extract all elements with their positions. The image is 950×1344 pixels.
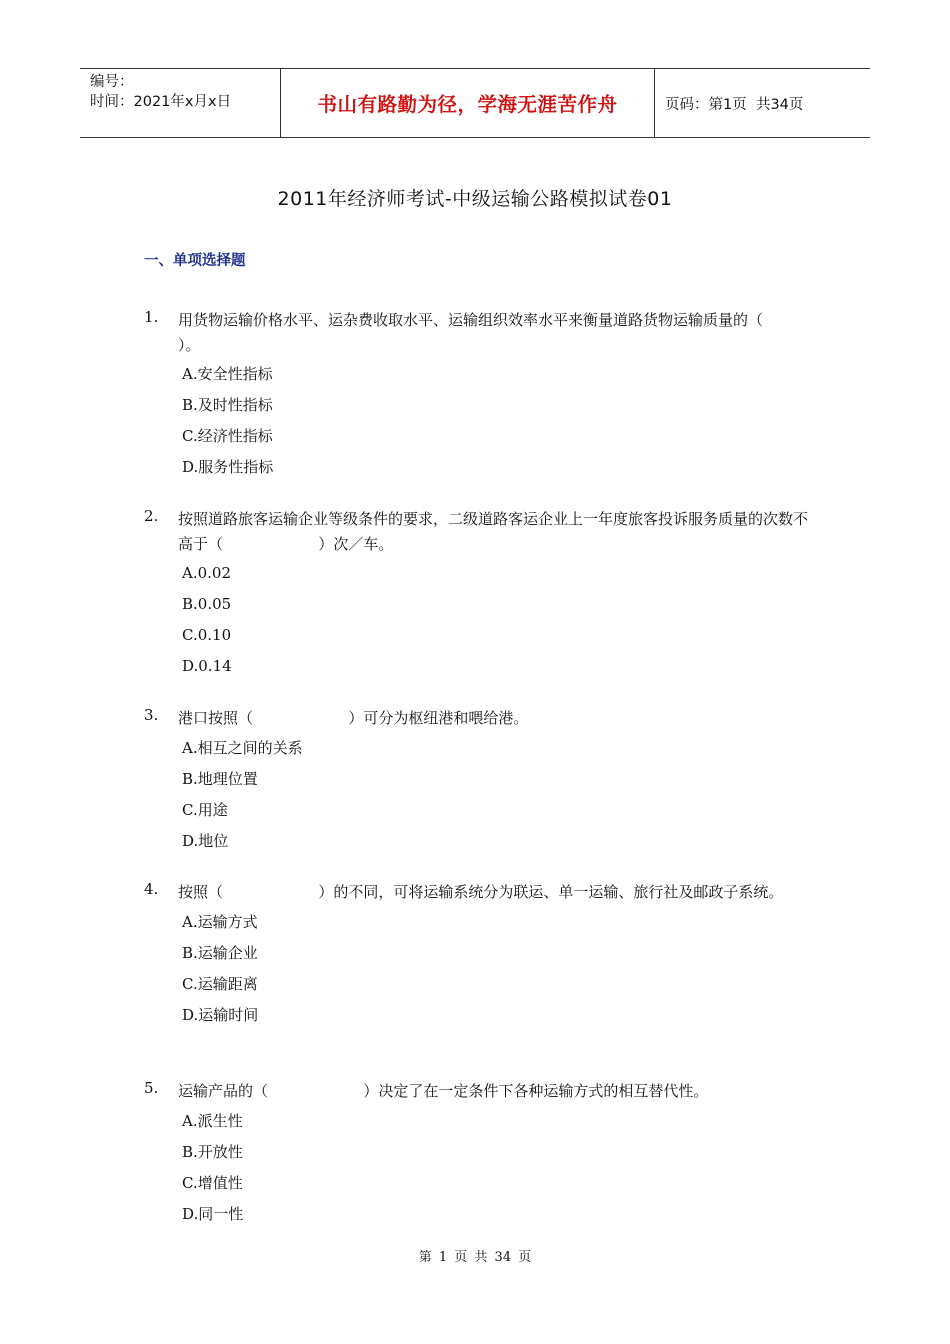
option-b: B.地理位置 [182, 769, 258, 788]
question-stem: 按照道路旅客运输企业等级条件的要求，二级道路客运企业上一年度旅客投诉服务质量的次数不高于（ ）次／车。 [178, 510, 809, 553]
option-c: C.经济性指标 [182, 427, 273, 445]
option-a: A.运输方式 [182, 912, 258, 931]
section-heading: 一、单项选择题 [144, 253, 246, 269]
question-3 [144, 706, 814, 857]
option-a: A.安全性指标 [182, 365, 273, 383]
option-a: A.0.02 [182, 564, 231, 582]
option-d: D.运输时间 [182, 1005, 259, 1024]
document-title: 2011年经济师考试-中级运输公路模拟试卷01 [277, 188, 673, 210]
option-c: C.运输距离 [182, 974, 258, 993]
option-b: B.0.05 [182, 595, 232, 613]
option-d: D.地位 [182, 831, 229, 850]
option-b: B.运输企业 [182, 943, 258, 962]
option-a: A.派生性 [182, 1111, 243, 1130]
option-d: D.服务性指标 [182, 458, 274, 476]
question-5 [144, 1079, 814, 1230]
doc-date: 时间：2021年x月x日 [90, 94, 232, 110]
option-c: C.增值性 [182, 1173, 243, 1192]
question-1 [144, 308, 859, 483]
page-info-text: 页码：第1页 共34页 [665, 96, 804, 113]
option-d: D.0.14 [182, 657, 232, 675]
header-page-info [655, 69, 870, 137]
question-2 [144, 507, 814, 682]
option-a: A.相互之间的关系 [182, 738, 303, 757]
option-b: B.及时性指标 [182, 396, 273, 414]
question-stem: 运输产品的（ ）决定了在一定条件下各种运输方式的相互替代性。 [178, 1082, 709, 1100]
option-d: D.同一性 [182, 1204, 244, 1223]
header-motto: 书山有路勤为径，学海无涯苦作舟 [281, 69, 655, 137]
option-c: C.用途 [182, 800, 228, 819]
question-number: 2. [144, 507, 159, 525]
question-4 [144, 880, 814, 1031]
question-number: 4. [144, 880, 159, 898]
question-stem: 港口按照（ ）可分为枢纽港和喂给港。 [178, 709, 529, 727]
option-b: B.开放性 [182, 1142, 243, 1161]
doc-code-label: 编号： [90, 74, 134, 90]
question-number: 5. [144, 1079, 159, 1097]
option-c: C.0.10 [182, 626, 232, 644]
question-stem: 按照（ ）的不同，可将运输系统分为联运、单一运输、旅行社及邮政子系统。 [178, 883, 784, 901]
header-meta [80, 69, 281, 137]
page-footer: 第 1 页 共 34 页 [418, 1250, 532, 1265]
question-number: 3. [144, 706, 159, 724]
page-header [80, 68, 870, 138]
question-stem: 用货物运输价格水平、运杂费收取水平、运输组织效率水平来衡量道路货物运输质量的（ ）。 [178, 311, 859, 354]
question-number: 1. [144, 308, 159, 326]
